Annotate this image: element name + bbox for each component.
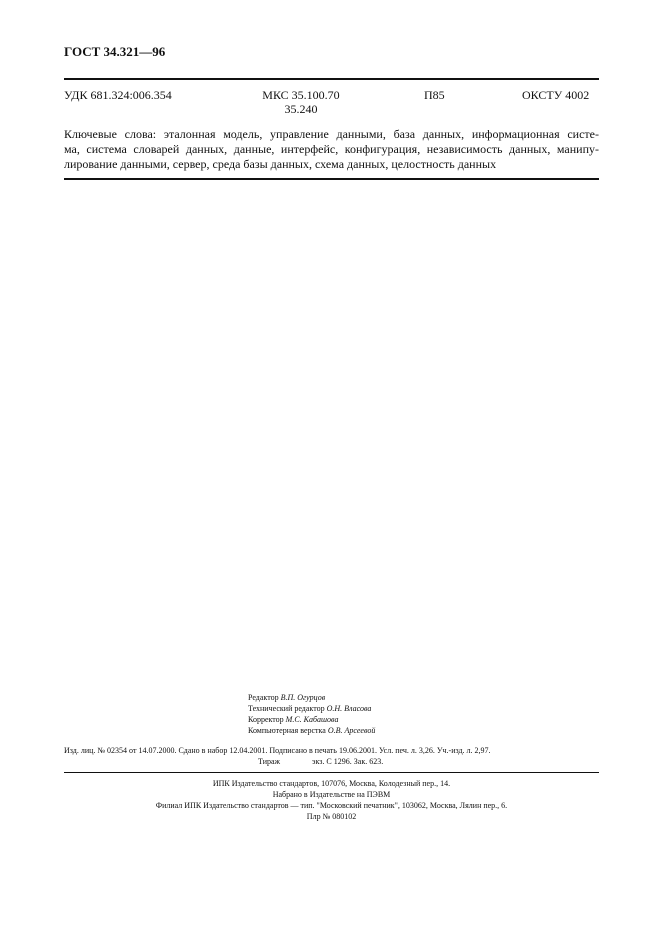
credits-block	[248, 692, 375, 736]
credit-tech-editor	[248, 703, 375, 714]
top-divider	[64, 78, 599, 80]
imprint-block	[64, 745, 599, 767]
keywords-line-1: Ключевые слова: эталонная модель, управление данными, база данных, информационная систе-	[64, 127, 599, 141]
udk-code: УДК 681.324:006.354	[64, 88, 172, 102]
credit-name: О.Н. Власова	[326, 704, 372, 713]
keywords-line-3: лирование данными, сервер, среда базы данных, схема данных, целостность данных	[64, 157, 497, 171]
imprint-divider	[64, 772, 599, 773]
imprint-line-1: Изд. лиц. № 02354 от 14.07.2000. Сдано в набор 12.04.2001. Подписано в печать 19.06.2001. Усл. печ. л. 3,26. Уч.-изд. л. 2,97.	[64, 746, 491, 755]
credit-role: Технический редактор	[248, 704, 325, 713]
credit-role: Компьютерная верстка	[248, 726, 326, 735]
credit-name: О.В. Арсеевой	[327, 726, 376, 735]
imprint-line-2: Тираж экз. С 1296. Зак. 623.	[258, 757, 384, 766]
credit-role: Редактор	[248, 693, 279, 702]
credit-editor	[248, 692, 375, 703]
mks-code	[258, 88, 344, 116]
credit-name: В.П. Огурцов	[280, 693, 326, 702]
keywords-divider	[64, 178, 599, 180]
publisher-line-1: ИПК Издательство стандартов, 107076, Москва, Колодезный пер., 14.	[212, 779, 451, 788]
publisher-line-2: Набрано в Издательстве на ПЭВМ	[272, 790, 391, 799]
credit-layout	[248, 725, 375, 736]
credit-corrector	[248, 714, 375, 725]
credit-role: Корректор	[248, 715, 284, 724]
standard-title: ГОСТ 34.321—96	[64, 44, 166, 59]
publisher-line-3: Филиал ИПК Издательство стандартов — тип. "Московский печатник", 103062, Москва, Лялин пер., 6.	[155, 801, 508, 810]
publisher-block	[64, 778, 599, 822]
publisher-line-4: Плр № 080102	[306, 812, 357, 821]
p85-code: П85	[424, 88, 445, 102]
keywords-paragraph	[64, 127, 599, 172]
mks-code-line-1: МКС 35.100.70	[262, 88, 340, 102]
keywords-line-2: ма, система словарей данных, данные, интерфейс, конфигурация, независимость данных, манипу-	[64, 142, 599, 156]
credit-name: М.С. Кабашова	[285, 715, 339, 724]
okstu-code: ОКСТУ 4002	[522, 88, 590, 102]
mks-code-line-2: 35.240	[284, 102, 318, 116]
